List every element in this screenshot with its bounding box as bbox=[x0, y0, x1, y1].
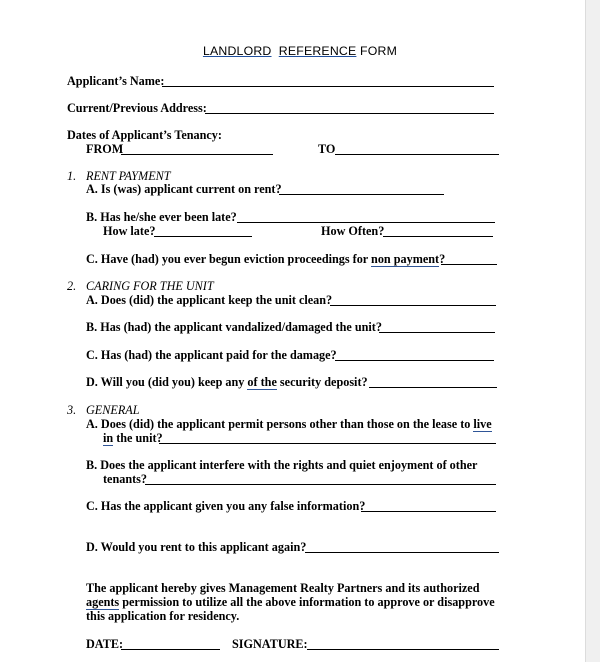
rent-current-question: A. Is (was) applicant current on rent? bbox=[86, 182, 282, 196]
rent-current-field[interactable] bbox=[279, 194, 444, 195]
signature-field[interactable] bbox=[307, 649, 499, 650]
section3-number: 3. bbox=[67, 403, 77, 417]
how-often-field[interactable] bbox=[383, 236, 493, 237]
false-info-question: C. Has the applicant given you any false information? bbox=[86, 499, 366, 513]
dates-label: Dates of Applicant’s Tenancy: bbox=[67, 128, 222, 142]
deposit-field[interactable] bbox=[369, 387, 497, 388]
eviction-question-text: C. Have (had) you ever begun eviction proceedings for bbox=[86, 252, 372, 266]
permit-persons-field[interactable] bbox=[159, 443, 496, 444]
vandalized-field[interactable] bbox=[379, 332, 495, 333]
permit-persons-in: in bbox=[103, 431, 114, 445]
interfere-question-line2: tenants? bbox=[103, 472, 148, 486]
date-label: DATE: bbox=[86, 637, 124, 651]
authorization-agents: agents bbox=[86, 595, 120, 609]
late-question: B. Has he/she ever been late? bbox=[86, 210, 237, 224]
permit-persons-live: live bbox=[473, 417, 492, 431]
interfere-field[interactable] bbox=[145, 484, 496, 485]
deposit-question-end: security deposit? bbox=[276, 375, 368, 389]
section2-number: 2. bbox=[67, 279, 77, 293]
eviction-question-nonpayment: non payment bbox=[371, 252, 440, 266]
permit-persons-unit: the unit? bbox=[113, 431, 163, 445]
deposit-question-text: D. Will you (did you) keep any bbox=[86, 375, 248, 389]
late-field[interactable] bbox=[237, 222, 495, 223]
from-date-field[interactable] bbox=[121, 154, 273, 155]
paid-damage-field[interactable] bbox=[335, 360, 494, 361]
signature-label: SIGNATURE: bbox=[232, 637, 308, 651]
from-label: FROM bbox=[86, 142, 124, 156]
date-field[interactable] bbox=[121, 649, 220, 650]
how-late-field[interactable] bbox=[154, 236, 252, 237]
false-info-field[interactable] bbox=[361, 511, 496, 512]
section1-number: 1. bbox=[67, 169, 77, 183]
deposit-question-ofthe: of the bbox=[247, 375, 277, 389]
title-word-reference: REFERENCE bbox=[278, 44, 357, 58]
rent-again-field[interactable] bbox=[305, 552, 499, 553]
vandalized-question: B. Has (had) the applicant vandalized/damaged the unit? bbox=[86, 320, 382, 334]
authorization-line2 bbox=[86, 595, 495, 609]
permit-persons-question-line2 bbox=[103, 431, 163, 445]
authorization-line1: The applicant hereby gives Management Realty Partners and its authorized bbox=[86, 581, 480, 595]
interfere-question-line1: B. Does the applicant interfere with the rights and quiet enjoyment of other bbox=[86, 458, 478, 472]
unit-clean-question: A. Does (did) the applicant keep the unit clean? bbox=[86, 293, 333, 307]
deposit-question bbox=[86, 375, 368, 389]
to-label: TO bbox=[318, 142, 336, 156]
how-late-label: How late? bbox=[103, 224, 156, 238]
to-date-field[interactable] bbox=[335, 154, 499, 155]
section1-heading: RENT PAYMENT bbox=[86, 169, 171, 183]
title-word-landlord: LANDLORD bbox=[202, 44, 272, 58]
permit-persons-text: A. Does (did) the applicant permit persons other than those on the lease to bbox=[86, 417, 474, 431]
paid-damage-question: C. Has (had) the applicant paid for the damage? bbox=[86, 348, 337, 362]
rent-again-question: D. Would you rent to this applicant again? bbox=[86, 540, 307, 554]
how-often-label: How Often? bbox=[321, 224, 385, 238]
applicant-name-label: Applicant’s Name: bbox=[67, 74, 165, 88]
form-title bbox=[0, 44, 600, 58]
permit-persons-question-line1 bbox=[86, 417, 492, 431]
applicant-name-field[interactable] bbox=[162, 86, 494, 87]
eviction-field[interactable] bbox=[441, 264, 497, 265]
authorization-line3: this application for residency. bbox=[86, 609, 240, 623]
eviction-question-mark: ? bbox=[439, 252, 446, 266]
title-word-form: FORM bbox=[360, 44, 398, 58]
address-field[interactable] bbox=[205, 113, 494, 114]
authorization-line2-text: permission to utilize all the above information to approve or disapprove bbox=[119, 595, 495, 609]
section2-heading: CARING FOR THE UNIT bbox=[86, 279, 214, 293]
unit-clean-field[interactable] bbox=[330, 305, 496, 306]
address-label: Current/Previous Address: bbox=[67, 101, 207, 115]
section3-heading: GENERAL bbox=[86, 403, 140, 417]
vertical-scrollbar[interactable] bbox=[585, 0, 600, 662]
eviction-question bbox=[86, 252, 445, 266]
